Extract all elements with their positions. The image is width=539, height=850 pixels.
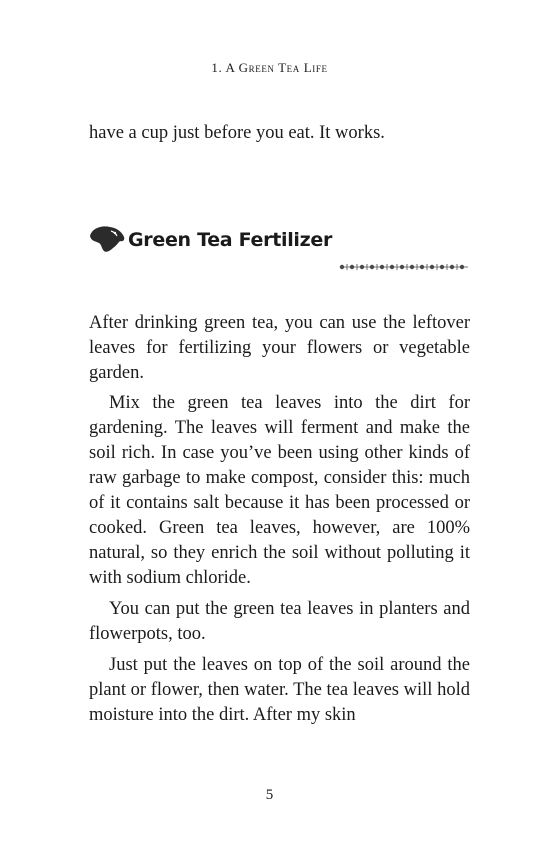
running-head: 1. A Green Tea Life xyxy=(211,60,328,75)
body-paragraph: You can put the green tea leaves in planters and flowerpots, too. xyxy=(89,599,470,644)
tea-leaf-icon xyxy=(88,224,128,254)
body-paragraph: Mix the green tea leaves into the dirt for gardening. The leaves will ferment and make the soil rich. In case you’ve been using other kinds of raw garbage to make compost, consider this: much of it contains salt because it has been processed or cooked. Green tea leaves, however, are 100% natural, so they enrich the soil without polluting it with sodium chloride. xyxy=(89,393,470,588)
body-paragraph: Just put the leaves on top of the soil around the plant or flower, then water. The tea leaves will hold moisture into the dirt. After my skin xyxy=(89,655,470,725)
page-number: 5 xyxy=(265,787,274,803)
section-heading xyxy=(88,224,332,254)
ornament-divider xyxy=(339,262,469,272)
continuation-paragraph: have a cup just before you eat. It works. xyxy=(89,123,385,143)
section-title: Green Tea Fertilizer xyxy=(128,229,333,251)
body-paragraph: After drinking green tea, you can use the leftover leaves for fertilizing your flowers or vegetable garden. xyxy=(89,313,470,383)
